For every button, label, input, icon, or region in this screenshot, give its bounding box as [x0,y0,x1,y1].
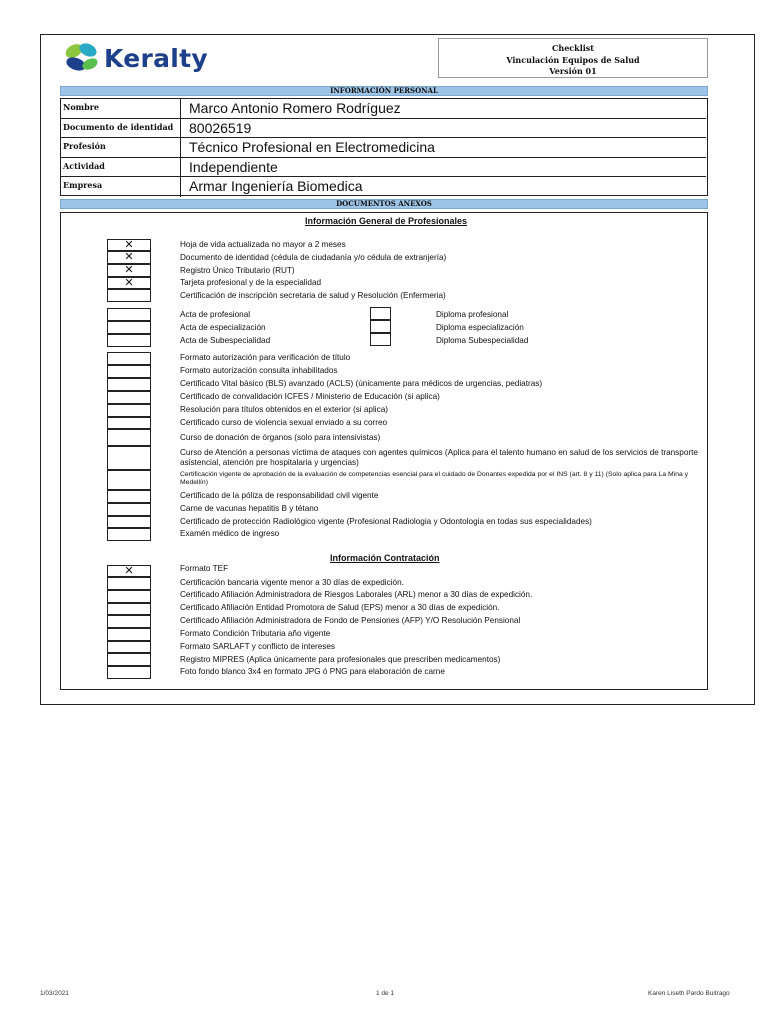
checklist-item: Hoja de vida actualizada no mayor a 2 meses [180,240,346,249]
checklist-version: Versión 01 [549,66,597,76]
checkbox[interactable] [107,516,151,528]
checklist-item: Certificado de protección Radiológico vigente (Profesional Radiologia y Odontologia en todas sus especialidades) [180,517,592,526]
checklist-item: Documento de identidad (cédula de ciudadanía y/o cédula de extranjería) [180,253,447,262]
checkbox[interactable] [107,417,151,429]
checkbox[interactable] [107,404,151,417]
checkbox[interactable] [107,308,151,321]
field-label: Actividad [61,158,181,177]
field-value-activity[interactable]: Independiente [189,158,278,175]
field-row-company [61,177,706,197]
checkbox[interactable] [107,590,151,603]
checkbox[interactable] [107,391,151,404]
checklist-item: Acta de especialización [180,323,266,332]
document-header-box [438,38,708,78]
checkbox[interactable] [107,378,151,391]
field-label: Documento de identidad [61,119,181,138]
checklist-item: Certificado de la póliza de responsabilidad civil vigente [180,491,379,500]
checkbox[interactable]: ✕ [107,251,151,264]
field-row-activity [61,158,706,178]
field-label: Profesión [61,138,181,157]
contract-info-heading: Información Contratación [330,553,440,563]
checklist-item: Curso de Atención a personas víctima de ataques con agentes químicos (Aplica para el talento humano en salud de los servicios de transporte asistencial, atención pre hospitalaria y urgencias) [180,448,698,467]
field-label: Nombre [61,99,181,118]
checklist-item: Acta de Subespecialidad [180,336,271,345]
field-label: Empresa [61,177,181,197]
checklist-item: Examén médico de ingreso [180,529,280,538]
checklist-item: Resolución para títulos obtenidos en el exterior (si aplica) [180,405,388,414]
checkbox[interactable] [107,653,151,666]
checkbox[interactable] [107,628,151,641]
checklist-item: Formato autorización para verificación de título [180,353,351,362]
checklist-item: Certificación bancaria vigente menor a 30 días de expedición. [180,578,404,587]
checkbox[interactable] [107,334,151,347]
general-info-heading: Información General de Profesionales [305,216,468,226]
field-value-company[interactable]: Armar Ingeniería Biomedica [189,178,363,194]
checklist-item: Registro Único Tributario (RUT) [180,266,295,275]
footer-author: Karen Liseth Pardo Buitrago [648,990,730,997]
checklist-item: Certificado Afiliación Administradora de Riesgos Laborales (ARL) menor a 30 días de expedición. [180,590,533,599]
checklist-item: Foto fondo blanco 3x4 en formato JPG ó PNG para elaboración de carne [180,667,445,676]
checkbox[interactable] [107,528,151,541]
checkbox[interactable] [107,470,151,490]
checklist-title: Checklist [552,43,594,53]
checkbox[interactable] [370,307,391,320]
field-row-name [61,99,706,119]
checklist-item: Registro MIPRES (Aplica únicamente para profesionales que prescriben medicamentos) [180,655,501,664]
checklist-item: Formato Condición Tributaria año vigente [180,629,331,638]
checklist-item: Certificación de inscripción secretaria de salud y Resolución (Enfermeria) [180,291,446,300]
checkbox[interactable] [107,666,151,679]
checkbox[interactable]: ✕ [107,277,151,289]
checklist-item: Formato autorización consulta inhabilitados [180,366,338,375]
checklist-item: Carne de vacunas hepatitis B y tétano [180,504,319,513]
checkbox[interactable] [107,641,151,653]
checklist-item: Diploma especialización [436,323,524,332]
annexes-bar: DOCUMENTOS ANEXOS [60,199,708,209]
checklist-item: Certificado curso de violencia sexual enviado a su correo [180,418,388,427]
checklist-item: Certificado de convalidación ICFES / Ministerio de Educación (si aplica) [180,392,440,401]
checklist-item: Curso de donación de órganos (solo para intensivistas) [180,433,381,442]
checkbox[interactable] [107,289,151,302]
footer-date: 1/03/2021 [40,990,69,997]
checkbox[interactable] [370,320,391,333]
checkbox[interactable] [107,429,151,446]
checkbox[interactable] [107,503,151,516]
checkbox[interactable]: ✕ [107,565,151,577]
checkbox[interactable] [107,446,151,470]
checkbox[interactable]: ✕ [107,239,151,251]
checklist-item: Diploma profesional [436,310,509,319]
checklist-item: Certificado Afiliación Administradora de Fondo de Pensiones (AFP) Y/O Resolución Pensional [180,616,521,625]
checkbox[interactable] [107,577,151,590]
personal-info-table [60,98,708,196]
field-row-profession [61,138,706,158]
checklist-item: Formato SARLAFT y conflicto de intereses [180,642,336,651]
field-value-name[interactable]: Marco Antonio Romero Rodríguez [189,100,401,116]
checkbox[interactable] [107,615,151,628]
checkbox[interactable]: ✕ [107,264,151,277]
checkbox[interactable] [107,490,151,503]
logo-wordmark: Keralty [104,44,209,73]
field-value-id[interactable]: 80026519 [189,119,252,136]
checkbox[interactable] [107,365,151,378]
checklist-item: Certificado Afiliación Entidad Promotora de Salud (EPS) menor a 30 días de expedición. [180,603,500,612]
personal-info-bar: INFORMACIÓN PERSONAL [60,86,708,96]
checklist-item: Certificación vigente de aprobación de la evaluación de competencias esencial para el cuidado de Donantes expedida por el INS (art. 8 y 11) (Solo aplica para La Mina y Medellín) [180,471,689,486]
checkbox[interactable] [107,603,151,615]
checklist-item: Formato TEF [180,564,229,573]
checklist-item: Tarjeta profesional y de la especialidad [180,278,322,287]
checklist-item: Certificado Vital básico (BLS) avanzado (ACLS) (únicamente para médicos de urgencias, pediatras) [180,379,543,388]
checkbox[interactable] [107,352,151,365]
checklist-item: Diploma Subespecialidad [436,336,529,345]
field-row-id [61,119,706,139]
checklist-subtitle: Vinculación Equipos de Salud [506,54,640,65]
checkbox[interactable] [107,321,151,334]
footer-page-number: 1 de 1 [376,990,395,997]
checklist-item: Acta de profesional [180,310,251,319]
field-value-profession[interactable]: Técnico Profesional en Electromedicina [189,139,435,155]
checkbox[interactable] [370,333,391,346]
